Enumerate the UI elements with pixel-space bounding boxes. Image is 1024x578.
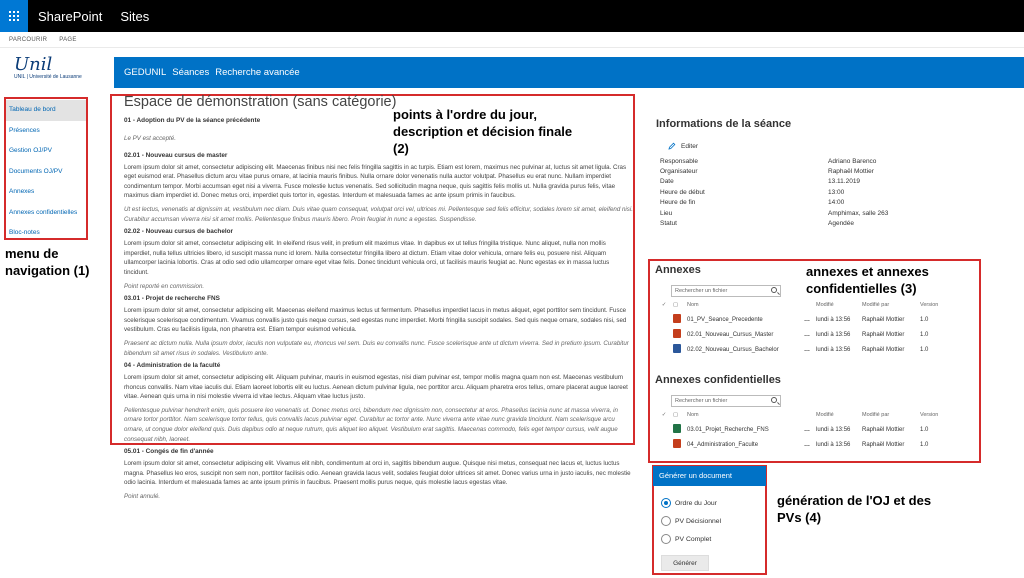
info-value: Amphimax, salle 263 [828,209,889,217]
agenda-item-heading: 05.01 - Congés de fin d'année [124,448,214,456]
confidential-annexes-panel [655,374,975,452]
radio-selected-icon[interactable] [661,498,671,508]
select-all-checkmark-icon[interactable]: ✓ [661,411,667,418]
generate-document-title: Générer un document [653,466,766,486]
app-launcher-icon[interactable] [0,0,28,32]
file-modified: lundi à 13:56 [816,441,851,448]
suite-bar [0,0,1024,32]
annexes-panel [655,264,975,357]
radio-unselected-icon[interactable] [661,516,671,526]
info-row [656,208,956,218]
info-key: Statut [660,220,677,228]
file-name-link[interactable]: 02.02_Nouveau_Cursus_Bachelor [687,346,779,353]
pencil-icon [668,142,676,150]
excel-icon [673,424,681,433]
session-info-title: Informations de la séance [656,118,792,130]
agenda-item-heading: 01 - Adoption du PV de la séance précédente [124,117,261,124]
edit-button[interactable] [668,142,956,150]
nav-item-notes[interactable]: Bloc-notes [9,229,40,236]
info-key: Lieu [660,209,673,217]
annotation-agenda-label: points à l'ordre du jour, description et décision finale (2) [393,107,573,156]
file-modified-by[interactable]: Raphaël Mottier [862,346,905,353]
topnav-advanced-search[interactable]: Recherche avancée [215,67,300,78]
info-value: 13:00 [828,188,845,196]
radio-label: PV Complet [675,535,712,543]
search-placeholder: Rechercher un fichier [675,288,728,294]
info-value: Agendée [828,220,855,228]
top-navigation [114,57,1024,88]
select-all-checkmark-icon[interactable]: ✓ [661,301,667,308]
file-modified: lundi à 13:56 [816,426,851,433]
agenda-item-decision: Point annulé. [124,493,161,501]
generate-document-panel [653,466,766,574]
sharepoint-link[interactable]: SharePoint [38,8,103,24]
agenda-item-description: Lorem ipsum dolor sit amet, consectetur adipiscing elit. Maecenas finibus nisi nec felis fringilla sagittis in ac turpis. Etiam est lorem, maximus nec pulvinar at, luctus sit amet ligula. Cras eget euismod erat. Phasellus dictum arcu vitae purus ornare, at lacinia mauris finibus. Nulla ornare dolor venenatis nulla auctor volutpat. Phasellus eu erat nunc. Nullam imperdiet condimentum tempor. Morbi accumsan eget nisi a viverra. Fusce molestie luctus venenatis. Sed sollicitudin magna neque, quis sagittis felis mollis ut. Nulla gravida purus felis, vitae maximus diam imperdiet id. Donec metus orci, imperdiet quis tortor in, egestas. Interdum et malesuada fames ac ante ipsum primis in faucibus. [124,163,627,200]
generate-button[interactable]: Générer [661,555,709,571]
column-modified-by[interactable]: Modifié par [862,301,890,308]
logo-word: Unil [14,54,53,75]
ribbon [0,32,1024,48]
info-value: 14:00 [828,199,845,207]
pdf-icon [673,329,681,338]
agenda-item-description: Lorem ipsum dolor sit amet, consectetur adipiscing elit. Maecenas eleifend maximus lectus ut fermentum. Phasellus imperdiet lacus in metus aliquet, eget porttitor sem tincidunt. Fusce scelerisque scelerisque condimentum. Vivamus convallis justo quis neque cursus, sed egestas nunc imperdiet. Morbi fringilla suscipit sodales. Sed quis neque ornare, sodales nisi, sed vestibulum. Cras eu facilisis ligula, non pharetra est. Etiam tempor euismod vehicula. [124,307,627,334]
nav-item-documents-oj-pv[interactable]: Documents OJ/PV [9,167,63,175]
file-list-header [655,407,975,422]
session-info-panel [656,118,956,229]
pdf-icon [673,439,681,448]
file-row[interactable] [655,437,975,452]
info-row [656,218,956,228]
agenda-item-decision: Point reporté en commission. [124,282,205,290]
file-modified-by[interactable]: Raphaël Mottier [862,426,905,433]
agenda-item-heading: 02.01 - Nouveau cursus de master [124,151,228,159]
unil-logo[interactable] [14,56,104,86]
pdf-icon [673,314,681,323]
search-icon[interactable] [771,397,777,403]
file-row[interactable] [655,327,975,342]
nav-item-presences[interactable]: Présences [9,126,40,134]
sites-link[interactable]: Sites [120,8,150,24]
agenda-item-decision: Ut est lectus, venenatis at dignissim at, vestibulum nec diam. Duis vitae quam consequat, volutpat orci vel, ultrices mi. Pellentesque sed felis efficitur, sodales lorem sit amet, eleifend nisi. Curabitur accumsan viverra nisi sit amet mollis. Pellentesque finibus mauris libero. Proin feugiat in nunc a egestas. Suspendisse. [124,205,633,223]
file-version: 1.0 [920,346,929,353]
file-row[interactable] [655,312,975,327]
file-list-header [655,297,975,312]
ribbon-tab-page[interactable]: PAGE [59,36,77,43]
more-actions-icon[interactable]: … [804,331,810,338]
agenda-item-heading: 02.02 - Nouveau cursus de bachelor [124,228,234,236]
info-row [656,156,956,166]
file-name-link[interactable]: 02.01_Nouveau_Cursus_Master [687,331,774,338]
file-version: 1.0 [920,331,929,338]
session-info-table [656,156,956,229]
info-key: Date [660,178,674,186]
agenda-content [124,94,634,506]
info-key: Heure de fin [660,199,696,207]
column-modified[interactable]: Modifié [816,301,834,308]
ribbon-tab-browse[interactable]: PARCOURIR [9,36,48,43]
file-modified: lundi à 13:56 [816,346,851,353]
more-actions-icon[interactable]: … [804,316,810,323]
column-name[interactable]: Nom [687,301,699,308]
info-value: Adriano Barenco [828,157,877,165]
agenda-item-description: Lorem ipsum dolor sit amet, consectetur adipiscing elit. Aliquam pulvinar, mauris in euismod egestas, nisi diam pulvinar est, tempor mollis magna quam non est. Maecenas vestibulum rhoncus convallis. Nam vitae iaculis dui. Etiam laoreet lobortis elit eu luctus. Aenean dictum pulvinar ligula, nec porttitor arcu. Aliquam pharetra eros tellus, ornare placerat augue laoreet vitae. Aenean quis urna in nisi molestie viverra id vitae lectus. Aliquam vitae luctus justo. [124,374,628,401]
column-version[interactable]: Version [920,301,939,308]
info-key: Heure de début [660,188,705,196]
info-key: Responsable [660,157,698,165]
agenda-item-heading: 03.01 - Projet de recherche FNS [124,295,220,303]
agenda-item-decision: Le PV est accepté. [124,135,176,142]
search-placeholder: Rechercher un fichier [675,398,728,404]
annotation-nav-label: menu de navigation (1) [5,246,90,278]
logo-subtitle: UNIL | Université de Lausanne [14,74,82,80]
annotation-generation-label: génération de l'OJ et des PVs (4) [777,493,932,525]
more-actions-icon[interactable]: … [804,441,810,448]
topnav-gedunil[interactable]: GEDUNIL [124,67,167,78]
file-name-link[interactable]: 04_Administration_Faculte [687,441,759,448]
nav-item-annexes[interactable]: Annexes [9,188,35,195]
radio-pv-decision[interactable] [661,512,766,530]
file-version: 1.0 [920,316,929,323]
info-row [656,166,956,176]
annotation-annexes-label: annexes et annexes confidentielles (3) [806,264,929,296]
file-version: 1.0 [920,441,929,448]
topnav-seances[interactable]: Séances [172,67,210,78]
nav-item-dashboard[interactable]: Tableau de bord [5,100,87,121]
radio-pv-complete[interactable] [661,530,766,548]
radio-unselected-icon[interactable] [661,534,671,544]
file-modified-by[interactable]: Raphaël Mottier [862,316,905,323]
file-name-link[interactable]: 03.01_Projet_Recherche_FNS [687,426,769,433]
info-row [656,198,956,208]
column-name[interactable]: Nom [687,411,699,418]
nav-item-confidential-annexes[interactable]: Annexes confidentielles [9,208,78,216]
word-icon [673,344,681,353]
search-icon[interactable] [771,287,777,293]
file-modified: lundi à 13:56 [816,331,851,338]
file-modified: lundi à 13:56 [816,316,851,323]
column-modified-by[interactable]: Modifié par [862,411,890,418]
column-version[interactable]: Version [920,411,939,418]
info-value: Raphaël Mottier [828,168,874,176]
radio-label: PV Décisionnel [675,517,722,525]
info-value: 13.11.2019 [828,178,861,186]
radio-label: Ordre du Jour [675,499,717,507]
more-actions-icon[interactable]: … [804,346,810,353]
agenda-item-description: Lorem ipsum dolor sit amet, consectetur adipiscing elit. Vivamus elit nibh, condimentum at orci in, sagittis bibendum augue. Quisque nisi metus, consequat nec lacus et, luctus luctus magna. Phasellus leo eros, suscipit non sem non, porttitor facilisis odio. Aenean gravida lacus velit, sodales feugiat dolor ultrices sit amet. Donec varius urna in justo iaculis, nec molestie odio lacinia. Interdum et malesuada fames ac ante ipsum primis in faucibus. Praesent mollis purus neque, quis molestie lacus egestas vitae. [124,460,631,487]
file-version: 1.0 [920,426,929,433]
more-actions-icon[interactable]: … [804,426,810,433]
edit-label: Editer [681,142,698,150]
radio-agenda[interactable] [661,494,766,512]
agenda-item-heading: 04 - Administration de la faculté [124,362,221,370]
file-modified-by[interactable]: Raphaël Mottier [862,441,905,448]
info-row [656,177,956,187]
file-type-icon: ▢ [673,301,679,308]
confidential-annexes-title: Annexes confidentielles [655,374,781,386]
file-modified-by[interactable]: Raphaël Mottier [862,331,905,338]
file-row[interactable] [655,422,975,437]
file-row[interactable] [655,342,975,357]
agenda-item-decision: Pellentesque pulvinar hendrerit enim, quis posuere leo venenatis ut. Donec metus orci, bibendum nec dignissim non, consectetur at eros. Phasellus lacinia nunc at massa viverra, in ornare tortor porttitor. Nam scelerisque tortor tellus, quis convallis lacus pulvinar eget. Curabitur ac tortor ante. Nunc viverra ante vitae nunc gravida tincidunt. Nam scelerisque arcu ornare, ut congue dolor eleifend quis. Duis dapibus odio at neque rutrum, quis aliquet leo aliquet. Vestibulum erat sagittis. Maecenas commodo, felis eget tempor cursus, velit augue consequat nibh, laoreet. [124,406,618,443]
annotation-box-nav [4,97,88,240]
info-row [656,187,956,197]
confidential-search-input[interactable] [671,395,781,407]
agenda-item-decision: Praesent ac dictum nulla. Nulla ipsum dolor, iaculis non vulputate eu, rhoncus vel sem. Duis eu convallis nunc. Fusce scelerisque ante ut dictum viverra. Sed in pretium ipsum. Curabitur bibendum sit amet risus in sodales. Vestibulum ante. [124,339,629,357]
file-type-icon: ▢ [673,411,679,418]
annexes-search-input[interactable] [671,285,781,297]
agenda-item-description: Lorem ipsum dolor sit amet, consectetur adipiscing elit. In eleifend risus velit, in pretium elit maximus vitae. In dapibus ex ut tellus fringilla tristique. Nunc aliquet, nulla non mollis imperdiet, nulla tellus ultricies libero, id suscipit massa nunc id lorem. Nulla consectetur fringilla libero at dictum. Etiam vitae dolor vehicula, ornare felis eu, posuere nisl. Aliquam ullamcorper lacinia lobortis. Cras at odio sed odio ullamcorper ornare eget vitae felis. Donec tincidunt vehicula orci, ut facilisis mauris feugiat ac. Nunc egestas ex in massa luctus tincidunt. [124,240,610,276]
page-title: Espace de démonstration (sans catégorie) [124,94,397,110]
info-key: Organisateur [660,168,698,176]
column-modified[interactable]: Modifié [816,411,834,418]
nav-item-manage-oj-pv[interactable]: Gestion OJ/PV [9,147,52,154]
annexes-title: Annexes [655,264,701,276]
file-name-link[interactable]: 01_PV_Seance_Precedente [687,316,763,323]
